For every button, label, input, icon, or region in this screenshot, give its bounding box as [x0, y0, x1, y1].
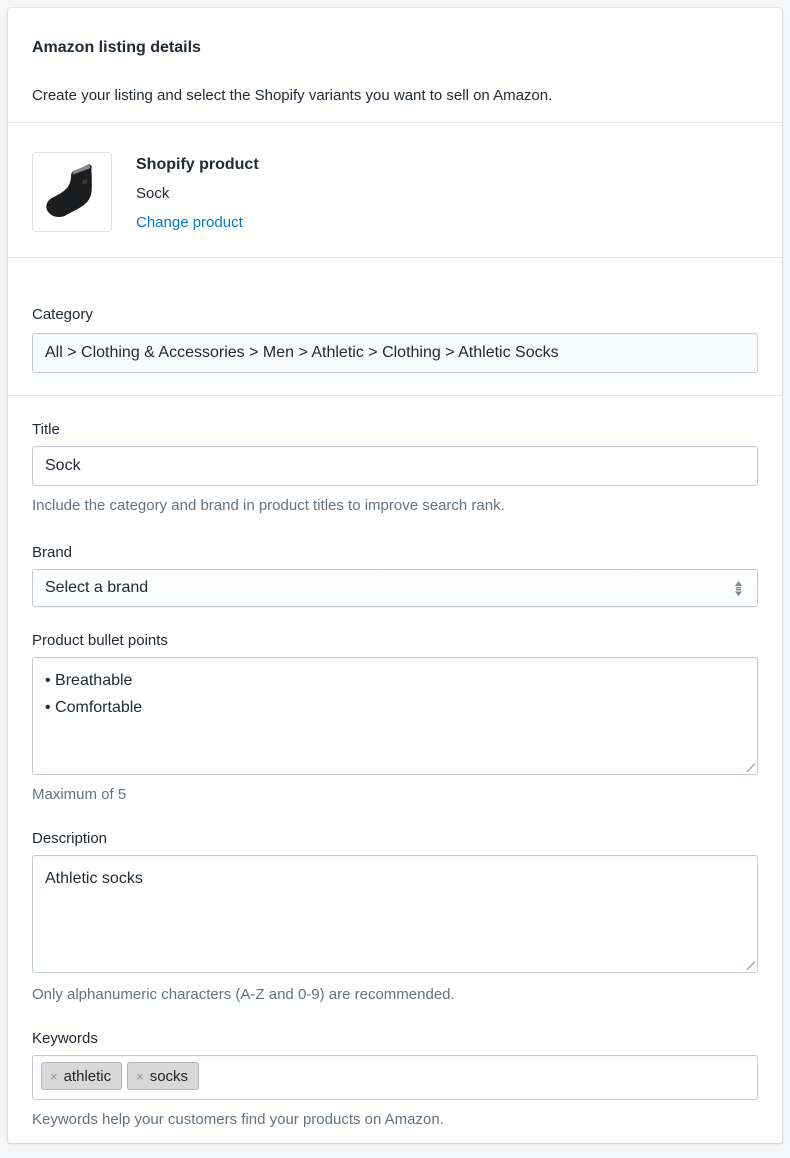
bullet-points-help-text: Maximum of 5: [32, 786, 127, 803]
category-input[interactable]: [32, 333, 758, 373]
card-header-section: [8, 8, 782, 122]
remove-tag-icon[interactable]: ×: [50, 1068, 58, 1084]
bullet-points-group: [32, 633, 758, 805]
keywords-help-text: Keywords help your customers find your products on Amazon.: [32, 1111, 444, 1128]
keywords-input[interactable]: [32, 1055, 758, 1100]
product-name: Sock: [136, 185, 170, 202]
card-subtitle: Create your listing and select the Shopify variants you want to sell on Amazon.: [32, 87, 553, 104]
title-label: Title: [32, 421, 60, 438]
brand-group: [32, 545, 758, 607]
title-help-text: Include the category and brand in product titles to improve search rank.: [32, 497, 505, 514]
amazon-listing-card: [8, 8, 782, 1143]
shopify-product-section: [8, 123, 782, 257]
brand-select-value: Select a brand: [45, 579, 149, 596]
brand-label: Brand: [32, 544, 73, 561]
description-group: [32, 831, 758, 1005]
product-info: [136, 152, 259, 233]
keywords-group: [32, 1031, 758, 1130]
listing-form-section: [8, 396, 782, 1146]
category-section: [8, 258, 782, 395]
card-title: Amazon listing details: [32, 39, 201, 56]
sock-image: [39, 159, 105, 225]
caret-up-down-icon: [734, 581, 743, 596]
product-thumbnail: [32, 152, 112, 232]
shopify-product-heading: Shopify product: [136, 156, 259, 173]
category-label: Category: [32, 306, 93, 323]
keyword-tag-label: athletic: [63, 1067, 112, 1085]
remove-tag-icon[interactable]: ×: [136, 1068, 144, 1084]
bullet-points-textarea[interactable]: [32, 657, 758, 775]
title-group: [32, 422, 758, 516]
bullet-points-label: Product bullet points: [32, 632, 168, 649]
keyword-tag-label: socks: [149, 1067, 189, 1085]
change-product-link[interactable]: Change product: [136, 214, 243, 231]
description-help-text: Only alphanumeric characters (A-Z and 0-9) are recommended.: [32, 986, 455, 1003]
brand-select[interactable]: [32, 569, 758, 607]
keyword-tag[interactable]: [127, 1062, 199, 1090]
keyword-tag[interactable]: [41, 1062, 122, 1090]
title-input[interactable]: [32, 446, 758, 486]
keywords-label: Keywords: [32, 1030, 98, 1047]
description-label: Description: [32, 830, 108, 847]
description-textarea[interactable]: [32, 855, 758, 973]
